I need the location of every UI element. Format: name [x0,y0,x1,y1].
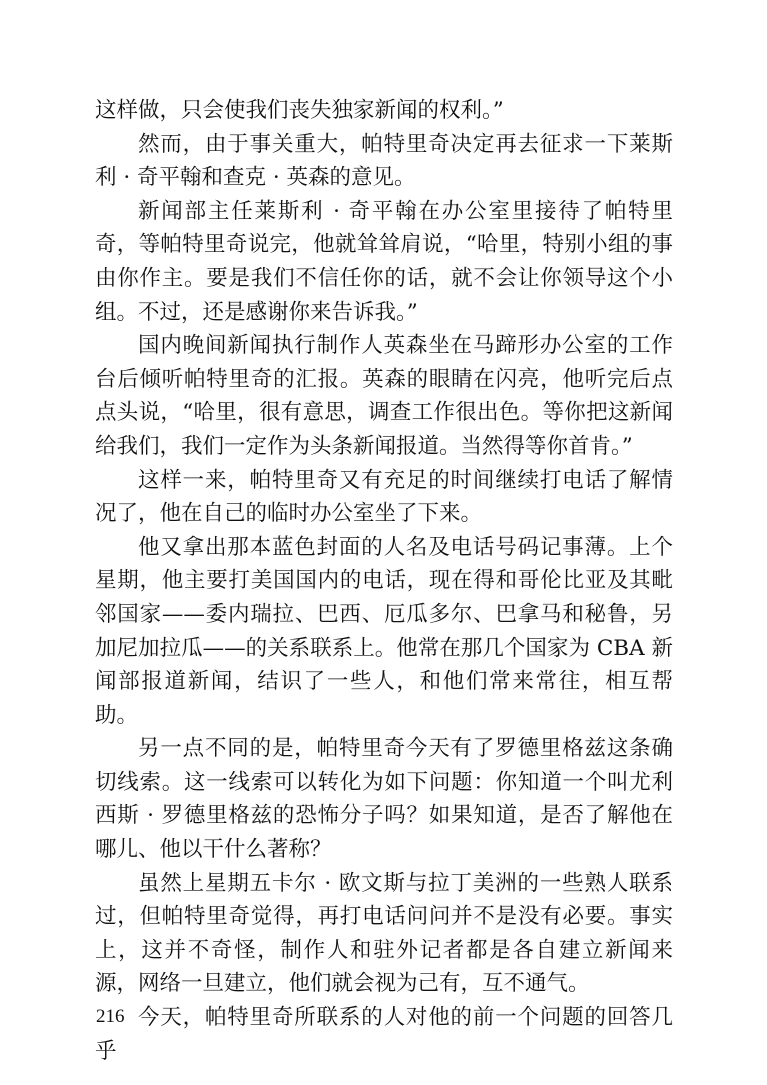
page-number: 216 [96,1006,125,1027]
paragraph-2: 然而，由于事关重大，帕特里奇决定再去征求一下莱斯利 · 奇平翰和查克 · 英森的意见。 [95,131,673,191]
paragraph-1: 这样做，只会使我们丧失独家新闻的权利。” [95,98,504,123]
paragraph-8: 虽然上星期五卡尔 · 欧文斯与拉丁美洲的一些熟人联系过，但帕特里奇觉得，再打电话问问并不是没有必要。事实上，这并不奇怪，制作人和驻外记者都是各自建立新闻来源，网络一旦建立，他们就会视为己有，互不通气。 [95,870,673,997]
paragraph-4: 国内晚间新闻执行制作人英森坐在马蹄形办公室的工作台后倾听帕特里奇的汇报。英森的眼睛在闪亮，他听完后点点头说，“哈里，很有意思，调查工作很出色。等你把这新闻给我们，我们一定作为头条新闻报道。当然得等你首肯。” [95,333,673,459]
paragraph-5: 这样一来，帕特里奇又有充足的时间继续打电话了解情况了，他在自己的临时办公室坐了下来。 [95,467,673,527]
body-text [95,94,673,1068]
paragraph-7: 另一点不同的是，帕特里奇今天有了罗德里格兹这条确切线索。这一线索可以转化为如下问题：你知道一个叫尤利西斯 · 罗德里格兹的恐怖分子吗？如果知道，是否了解他在哪儿、他以干什么著称？ [95,736,673,863]
paragraph-3: 新闻部主任莱斯利 · 奇平翰在办公室里接待了帕特里奇，等帕特里奇说完，他就耸耸肩说，“哈里，特别小组的事由你作主。要是我们不信任你的话，就不会让你领导这个小组。不过，还是感谢你来告诉我。” [95,198,673,325]
paragraph-9: 今天，帕特里奇所联系的人对他的前一个问题的回答几乎 [95,1005,673,1064]
paragraph-6: 他又拿出那本蓝色封面的人名及电话号码记事薄。上个星期，他主要打美国国内的电话，现在得和哥伦比亚及其毗邻国家——委内瑞拉、巴西、厄瓜多尔、巴拿马和秘鲁，另加尼加拉瓜——的关系联系上。他常在那几个国家为 CBA 新闻部报道新闻，结识了一些人，和他们常来常往，相互帮助。 [95,534,673,728]
